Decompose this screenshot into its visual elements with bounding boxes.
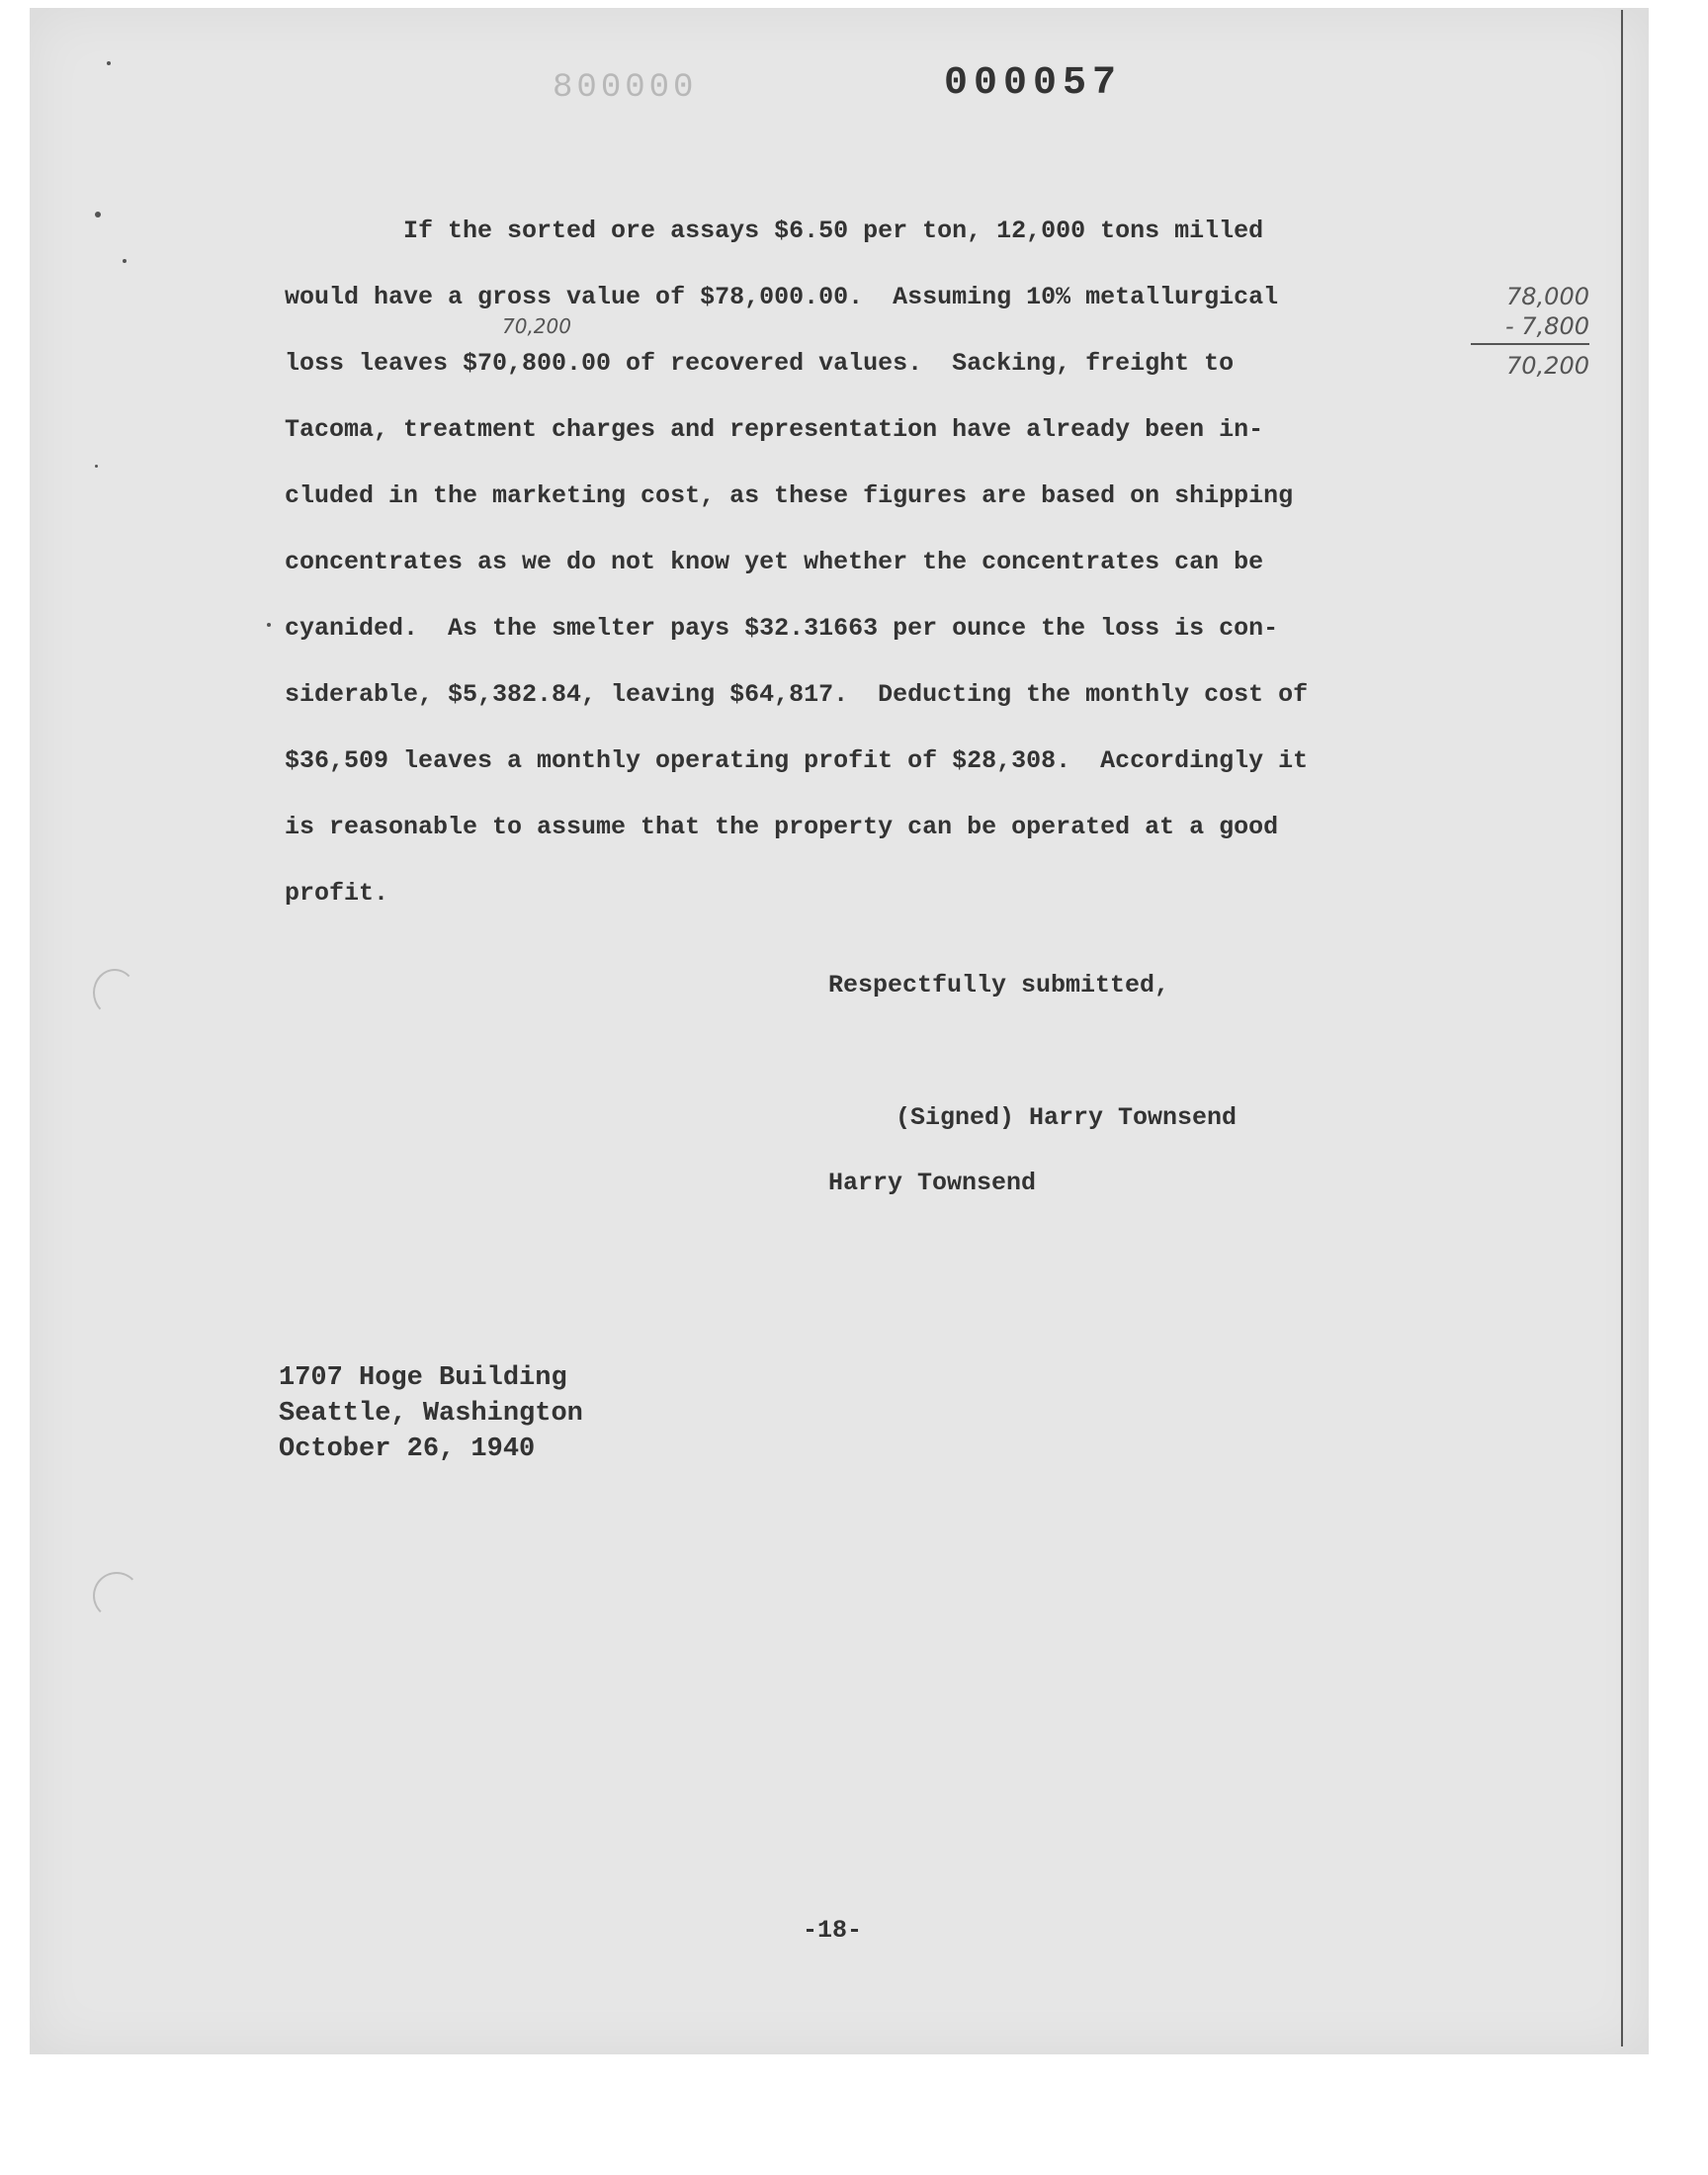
signer-name: Harry Townsend xyxy=(828,1169,1037,1197)
valediction: Respectfully submitted, xyxy=(828,971,1170,1000)
body-line: If the sorted ore assays $6.50 per ton, 12,000 tons milled xyxy=(285,217,1264,245)
handwritten-correction: 70,200 xyxy=(502,314,571,338)
body-line: is reasonable to assume that the property can be operated at a good xyxy=(285,813,1279,841)
body-line: loss leaves $70,800.00 of recovered values. Sacking, freight to xyxy=(285,349,1235,378)
body-paragraph xyxy=(285,198,1441,926)
scan-speck xyxy=(95,465,98,468)
punch-hole-mark xyxy=(93,1572,140,1619)
address-line: 1707 Hoge Building xyxy=(279,1363,567,1393)
scan-speck xyxy=(267,623,271,627)
address-line: Seattle, Washington xyxy=(279,1399,583,1429)
page-number: -18- xyxy=(803,1916,863,1945)
address-block xyxy=(279,1360,583,1467)
body-line: cyanided. As the smelter pays $32.31663 per ounce the loss is con- xyxy=(285,614,1279,643)
signed-line: (Signed) Harry Townsend xyxy=(896,1103,1238,1132)
scan-speck xyxy=(95,212,101,218)
stamp-number: 000057 xyxy=(944,61,1123,106)
faded-stamp-number: 000008 xyxy=(549,69,694,107)
body-line: siderable, $5,382.84, leaving $64,817. Deducting the monthly cost of xyxy=(285,680,1309,709)
body-line: cluded in the marketing cost, as these figures are based on shipping xyxy=(285,481,1294,510)
margin-rule xyxy=(1471,343,1589,345)
body-line: would have a gross value of $78,000.00. Assuming 10% metallurgical xyxy=(285,283,1279,311)
body-line: $36,509 leaves a monthly operating profit of $28,308. Accordingly it xyxy=(285,746,1309,775)
margin-line: 78,000 xyxy=(1506,283,1589,310)
body-line: profit. xyxy=(285,879,389,908)
margin-calculation xyxy=(1471,282,1589,381)
address-line: October 26, 1940 xyxy=(279,1435,536,1464)
margin-line: - 7,800 xyxy=(1505,312,1589,340)
margin-line: 70,200 xyxy=(1506,352,1589,380)
scan-speck xyxy=(123,259,127,263)
punch-hole-mark xyxy=(93,969,136,1016)
body-line: Tacoma, treatment charges and representation have already been in- xyxy=(285,415,1264,444)
scan-margin xyxy=(0,2064,1708,2175)
scan-speck xyxy=(107,61,111,65)
body-line: concentrates as we do not know yet whether the concentrates can be xyxy=(285,548,1264,576)
page-edge xyxy=(1621,10,1623,2046)
